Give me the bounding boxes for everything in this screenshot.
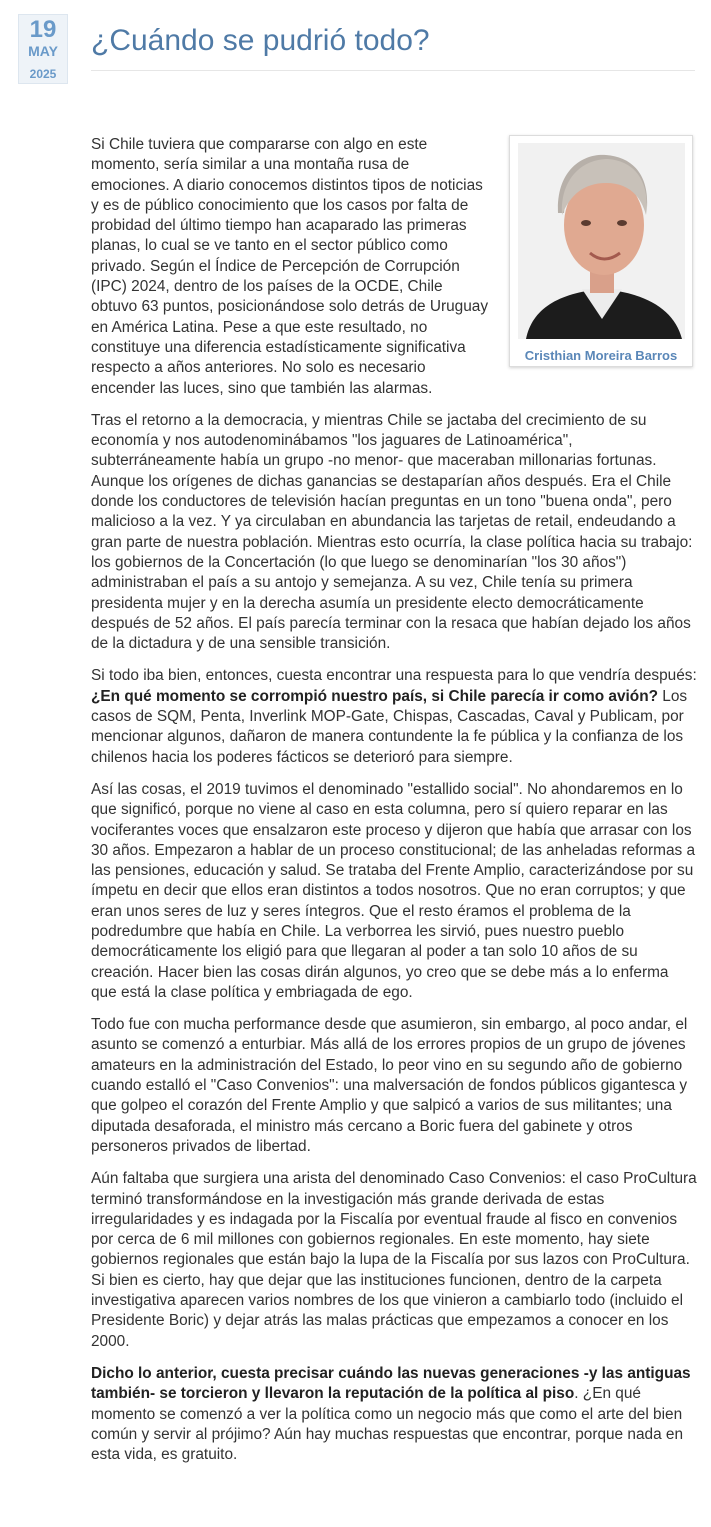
date-year: 2025 xyxy=(29,67,57,81)
paragraph-5: Todo fue con mucha performance desde que asumieron, sin embargo, al poco andar, el asunto se comenzó a enturbiar. Más allá de los errores propios de un grupo de jóvenes amateurs en la administración del Estado, lo peor vino en su segundo año de gobierno cuando estalló el "Caso Convenios": una malversación de fondos públicos gigantesca y que golpeo el corazón del Frente Amplio y que salpicó a varios de sus militantes; una diputada desaforada, el ministro más cercano a Boric fuera del gabinete y otros personeros privados de libertad. xyxy=(91,1016,688,1155)
author-name: Cristhian Moreira Barros xyxy=(524,348,678,363)
paragraph-3-question: ¿En qué momento se corrompió nuestro país, si Chile parecía ir como avión? xyxy=(91,687,659,705)
paragraph-7-end: . ¿En qué momento se comenzó a ver la política como un negocio más que como el arte del bien común y servir al prójimo? Aún hay muchas respuestas que encontrar, porque nada en esta vida, es gratuito. xyxy=(91,1385,684,1464)
paragraph-4: Así las cosas, el 2019 tuvimos el denominado "estallido social". No ahondaremos en lo que significó, porque no viene al caso en esta columna, pero sí quiero reparar en las vociferantes voces que ensalzaron este proceso y dijeron que había que arrasar con los 30 años. Empezaron a hablar de un proceso constitucional; de las anheladas reformas a las pensiones, educación y salud. Se trataba del Frente Amplio, caracterizándose por su ímpetu en decir que ellos eran distintos a todos nosotros. Que no eran corruptos; y que eran unos seres de luz y seres íntegros. Que el resto éramos el problema de la podredumbre que había en Chile. La verborrea les sirvió, pues nuestro pueblo democráticamente los eligió para que llegaran al poder a tan solo 10 años de su creación. Hacer bien las cosas dirán algunos, yo creo que se debe más a lo enferma que está la clase política y embriagada de ego. xyxy=(91,780,696,1001)
paragraph-3 xyxy=(91,666,698,767)
paragraph-6: Aún faltaba que surgiera una arista del denominado Caso Convenios: el caso ProCultura terminó transformándose en la investigación más grande derivada de estas irregularidades y es indagada por la Fiscalía por eventual fraude al fisco en convenios por cerca de 6 mil millones con gobiernos regionales. En este momento, hay siete gobiernos regionales que están bajo la lupa de la Fiscalía por sus lazos con ProCultura. Si bien es cierto, hay que dejar que las instituciones funcionen, dentro de la carpeta investigativa aparecen varios nombres de los que vinieron a cambiarlo todo (incluido el Presidente Boric) y dejar atrás las malas prácticas que empezamos a conocer en los 2000. xyxy=(91,1170,697,1350)
date-month: MAY xyxy=(28,43,58,59)
author-portrait-icon xyxy=(518,143,685,339)
date-day: 19 xyxy=(29,16,57,43)
page-title: ¿Cuándo se pudrió todo? xyxy=(91,24,430,57)
paragraph-3-start: Si todo iba bien, entonces, cuesta encontrar una respuesta para lo que vendría después: xyxy=(91,667,697,685)
date-badge xyxy=(18,14,68,84)
paragraph-1: Si Chile tuviera que compararse con algo en este momento, sería similar a una montaña rusa de emociones. A diario conocemos distintos tipos de noticias y es de público conocimiento que los casos por falta de probidad del último tiempo han acaparado las primeras planas, lo cual se ve tanto en el sector público como privado. Según el Índice de Percepción de Corrupción (IPC) 2024, dentro de los países de la OCDE, Chile obtuvo 63 puntos, posicionándose solo detrás de Uruguay en América Latina. Pese a que este resultado, no constituye una diferencia estadísticamente significativa respecto a años anteriores. No solo es necesario encender las luces, sino que también las alarmas. xyxy=(91,136,489,397)
title-divider xyxy=(91,70,695,71)
paragraph-7 xyxy=(91,1364,698,1465)
author-card xyxy=(509,135,693,367)
paragraph-3-end: Los casos de SQM, Penta, Inverlink MOP-Gate, Chispas, Cascadas, Caval y Publicam, por mencionar algunos, dañaron de manera contundente la fe pública y la confianza de los chilenos hacia los poderes fácticos se deterioró para siempre. xyxy=(91,687,688,766)
paragraph-2: Tras el retorno a la democracia, y mientras Chile se jactaba del crecimiento de su economía y nos autodenominábamos "los jaguares de Latinoamérica", subterráneamente había un grupo -no menor- que maceraban millonarias fortunas. Aunque los orígenes de dichas ganancias se destaparían años después. Era el Chile donde los conductores de televisión hacían preguntas en un tono "buena onda", pero malicioso a la vez. Y ya circulaban en abundancia las tarjetas de retail, endeudando a gran parte de nuestra población. Mientras esto ocurría, la clase política hacia su trabajo: los gobiernos de la Concertación (lo que luego se denominarían "los 30 años") administraban el país a su antojo y semejanza. A su vez, Chile tenía su primera presidenta mujer y en la derecha asumía un presidente electo democráticamente después de 52 años. El país parecía terminar con la resaca que habían dejado los años de la dictadura y de una sensible transición. xyxy=(91,411,693,653)
article-body xyxy=(91,135,698,1477)
author-photo xyxy=(518,143,685,339)
paragraph-7-bold: Dicho lo anterior, cuesta precisar cuándo las nuevas generaciones -y las antiguas también- se torcieron y llevaron la reputación de la política al piso xyxy=(91,1364,691,1403)
